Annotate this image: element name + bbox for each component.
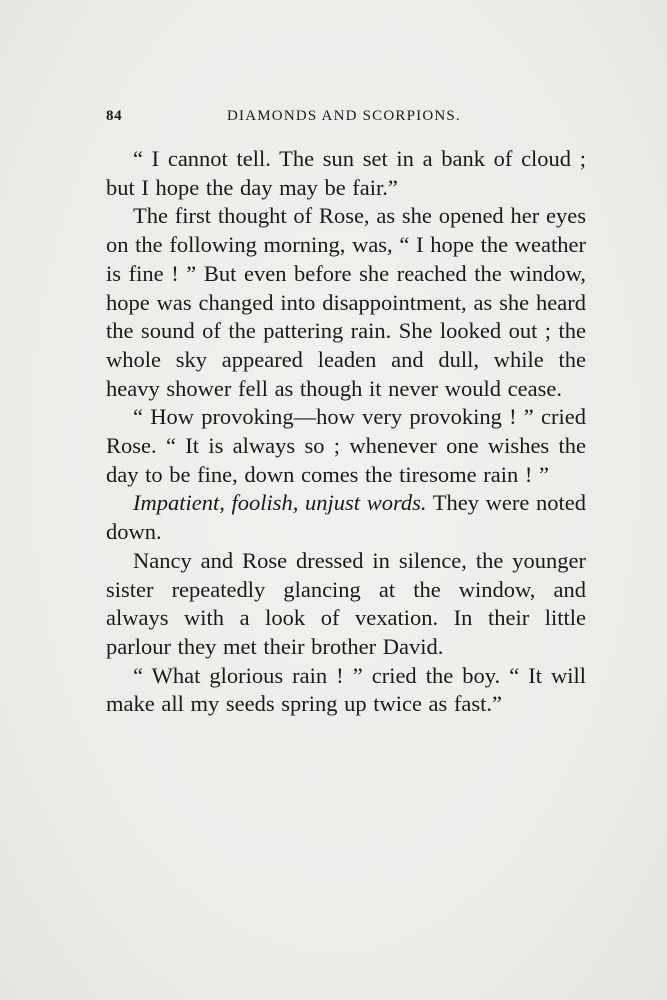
page-number: 84 [106, 108, 123, 124]
paragraph-2: The first thought of Rose, as she opened her eyes on the following morning, was, “ I hope the weather is fine ! ” But even before she reached the window, hope was changed into disappointment, as she heard the sound of the pattering rain. She looked out ; the whole sky appeared leaden and dull, while the heavy shower fell as though it never would cease. [106, 203, 586, 401]
running-head [106, 108, 584, 128]
paragraph-3: “ How provoking—how very provoking ! ” cried Rose. “ It is always so ; whenever one wishes the day to be fine, down comes the tiresome rain ! ” [106, 404, 586, 487]
paragraph-5: Nancy and Rose dressed in silence, the younger sister repeatedly glancing at the window, and always with a look of vexation. In their little parlour they met their brother David. [106, 547, 586, 659]
body-text [106, 145, 586, 719]
italic-phrase: Impatient, foolish, unjust words. [133, 490, 427, 516]
paragraph-6: “ What glorious rain ! ” cried the boy. “ It will make all my seeds spring up twice as fast.” [106, 662, 586, 717]
paragraph-4-text: They were noted down. [106, 490, 586, 545]
paragraph-4 [106, 489, 586, 546]
paragraph-1: “ I cannot tell. The sun set in a bank of cloud ; but I hope the day may be fair.” [106, 146, 586, 200]
book-title: DIAMONDS AND SCORPIONS. [227, 108, 461, 124]
